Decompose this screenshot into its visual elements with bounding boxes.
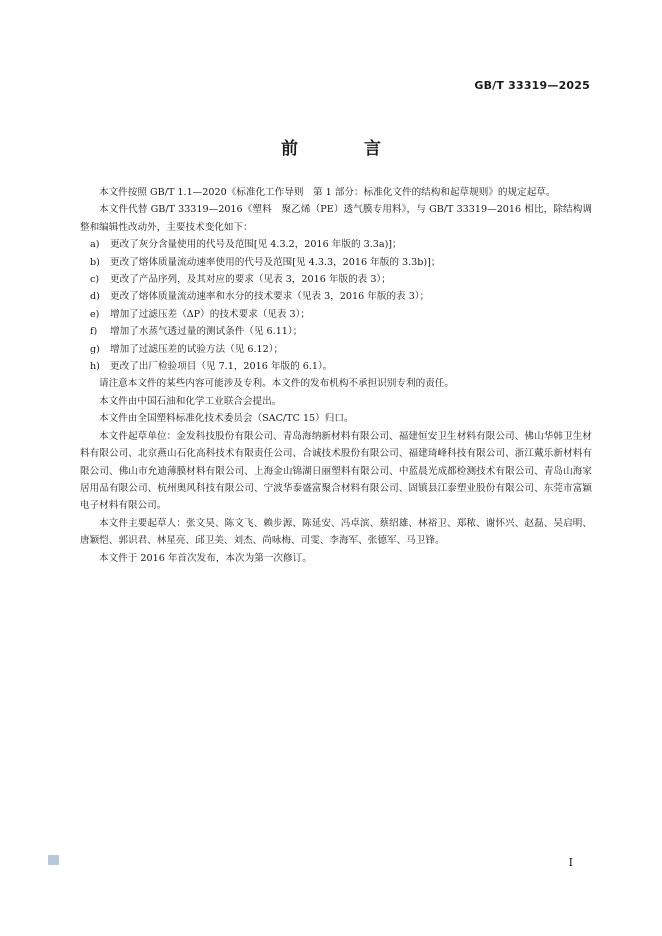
list-item-text: 更改了产品序列，及其对应的要求（见表 3，2016 年版的表 3）； (110, 274, 391, 286)
list-item (80, 254, 592, 271)
drafting-units-paragraph: 本文件起草单位：金发科技股份有限公司、青岛海纳新材料有限公司、福建恒安卫生材料有限公司、佛山华韩卫生材料有限公司、北京燕山石化高科技术有限责任公司、合诚技术股份有限公司、福建琦峰科技有限公司、浙江戴乐新材料有限公司、佛山市允迪薄膜材料有限公司、上海金山锦湖日丽塑料有限公司、中蓝晨光成都检测技术有限公司、青岛山海家居用品有限公司、杭州奥风科技有限公司、宁波华泰盛富聚合材料有限公司、固镇县江泰塑业股份有限公司、东莞市富颖电子材料有限公司。 (80, 430, 592, 512)
page-number: I (568, 856, 573, 869)
committee-paragraph: 本文件由全国塑料标准化技术委员会（SAC/TC 15）归口。 (99, 413, 354, 425)
list-item-text: 增加了过滤压差（ΔP）的技术要求（见表 3）； (110, 308, 311, 320)
history-paragraph: 本文件于 2016 年首次发布，本次为第一次修订。 (99, 552, 312, 564)
changes-list (80, 236, 592, 375)
list-item (80, 341, 592, 358)
list-item (80, 271, 592, 288)
list-item-text: 增加了水蒸气透过量的测试条件（见 6.11）； (110, 326, 303, 338)
foreword-body (80, 184, 592, 567)
list-item-text: 更改了熔体质量流动速率和水分的技术要求（见表 3，2016 年版的表 3）； (110, 291, 430, 303)
drafters-paragraph: 本文件主要起草人：张文昊、陈文飞、赖步源、陈延安、冯卓滨、蔡绍雄、林裕卫、郑秾、谢怀兴、赵磊、吴启明、唐颖恺、郭识君、林星亮、邱卫美、刘杰、尚咏梅、司雯、李海军、张德军、马卫锋。 (80, 517, 592, 547)
list-item (80, 358, 592, 375)
list-item-label: a) (90, 239, 100, 251)
list-item-label: d) (90, 291, 100, 303)
proposer-paragraph: 本文件由中国石油和化学工业联合会提出。 (99, 395, 282, 407)
list-item (80, 236, 592, 253)
list-item-label: b) (90, 256, 100, 268)
list-item (80, 323, 592, 340)
standard-code: GB/T 33319—2025 (474, 79, 590, 92)
list-item-label: h) (90, 361, 100, 373)
list-item-text: 更改了熔体质量流动速率使用的代号及范围[见 4.3.3，2016 年版的 3.3b)]； (110, 256, 441, 268)
list-item-label: f) (90, 326, 98, 338)
list-item (80, 288, 592, 305)
list-item-text: 更改了灰分含量使用的代号及范围[见 4.3.2，2016 年版的 3.3a)]； (110, 239, 402, 251)
list-item (80, 306, 592, 323)
list-item-label: e) (90, 308, 100, 320)
replacement-paragraph: 本文件代替 GB/T 33319—2016《塑料 聚乙烯（PE）透气膜专用料》，与 GB/T 33319—2016 相比，除结构调整和编辑性改动外，主要技术变化如下： (80, 204, 592, 233)
list-item-text: 增加了过滤压差的试验方法（见 6.12）； (110, 343, 284, 355)
list-item-text: 更改了出厂检验项目（见 7.1，2016 年版的 6.1）。 (110, 361, 333, 373)
list-item-label: g) (90, 343, 100, 355)
scan-mark-icon (48, 855, 59, 865)
list-item-label: c) (90, 274, 100, 286)
drafting-rules-paragraph: 本文件按照 GB/T 1.1—2020《标准化工作导则 第 1 部分：标准化文件的结构和起草规则》的规定起草。 (99, 187, 556, 198)
patent-notice-paragraph: 请注意本文件的某些内容可能涉及专利。本文件的发布机构不承担识别专利的责任。 (99, 378, 454, 390)
page-title: 前 言 (281, 139, 411, 159)
